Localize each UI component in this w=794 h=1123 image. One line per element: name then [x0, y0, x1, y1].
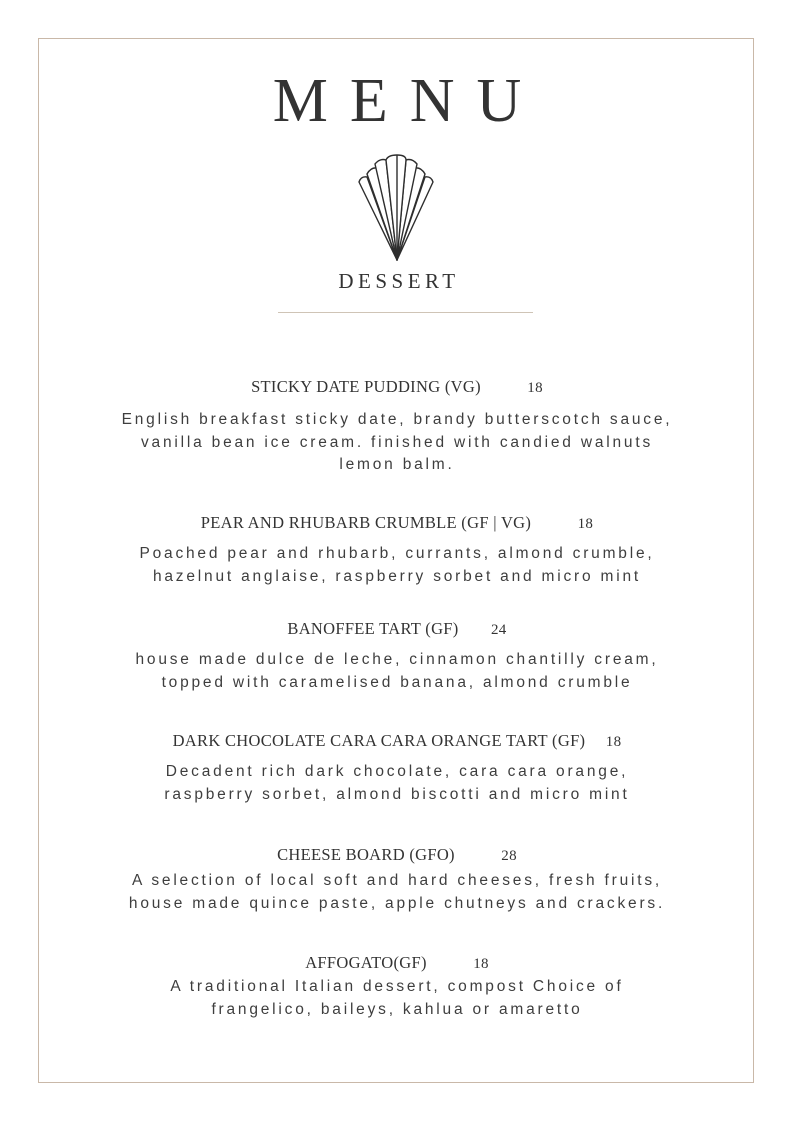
item-name: PEAR AND RHUBARB CRUMBLE (GF | VG) [200, 513, 532, 532]
item-name: BANOFFEE TART (GF) [287, 619, 459, 638]
menu-title: MENU [272, 67, 544, 135]
item-description: Poached pear and rhubarb, currants, almond crumble, hazelnut anglaise, raspberry sorbet and micro mint [139, 545, 655, 585]
menu-item [0, 377, 794, 477]
item-price: 18 [527, 380, 543, 396]
item-price: 18 [605, 734, 622, 750]
item-price: 18 [473, 956, 489, 972]
item-price: 24 [491, 622, 507, 638]
menu-item [0, 513, 794, 588]
item-price: 18 [577, 516, 594, 532]
section-title: DESSERT [338, 269, 460, 293]
item-description: A selection of local soft and hard cheeses, fresh fruits, house made quince paste, apple chutneys and crackers. [128, 872, 666, 912]
item-name: AFFOGATO(GF) [305, 953, 427, 972]
item-name: CHEESE BOARD (GFO) [277, 845, 455, 864]
item-description: English breakfast sticky date, brandy butterscotch sauce, vanilla bean ice cream. finished with candied walnuts lemon balm. [121, 411, 673, 473]
item-description: Decadent rich dark chocolate, cara cara orange, raspberry sorbet, almond biscotti and micro mint [164, 763, 630, 803]
item-description: house made dulce de leche, cinnamon chantilly cream, topped with caramelised banana, almond crumble [135, 651, 659, 691]
item-name: DARK CHOCOLATE CARA CARA ORANGE TART (GF) [172, 731, 586, 750]
menu-item [0, 731, 794, 806]
menu-item [0, 953, 794, 1021]
menu-item [0, 845, 794, 915]
divider [278, 312, 533, 313]
shell-fan-icon [355, 152, 439, 264]
item-price: 28 [501, 848, 517, 864]
menu-item [0, 619, 794, 694]
item-description: A traditional Italian dessert, compost Choice of frangelico, baileys, kahlua or amaretto [170, 978, 624, 1018]
item-name: STICKY DATE PUDDING (VG) [251, 377, 481, 396]
